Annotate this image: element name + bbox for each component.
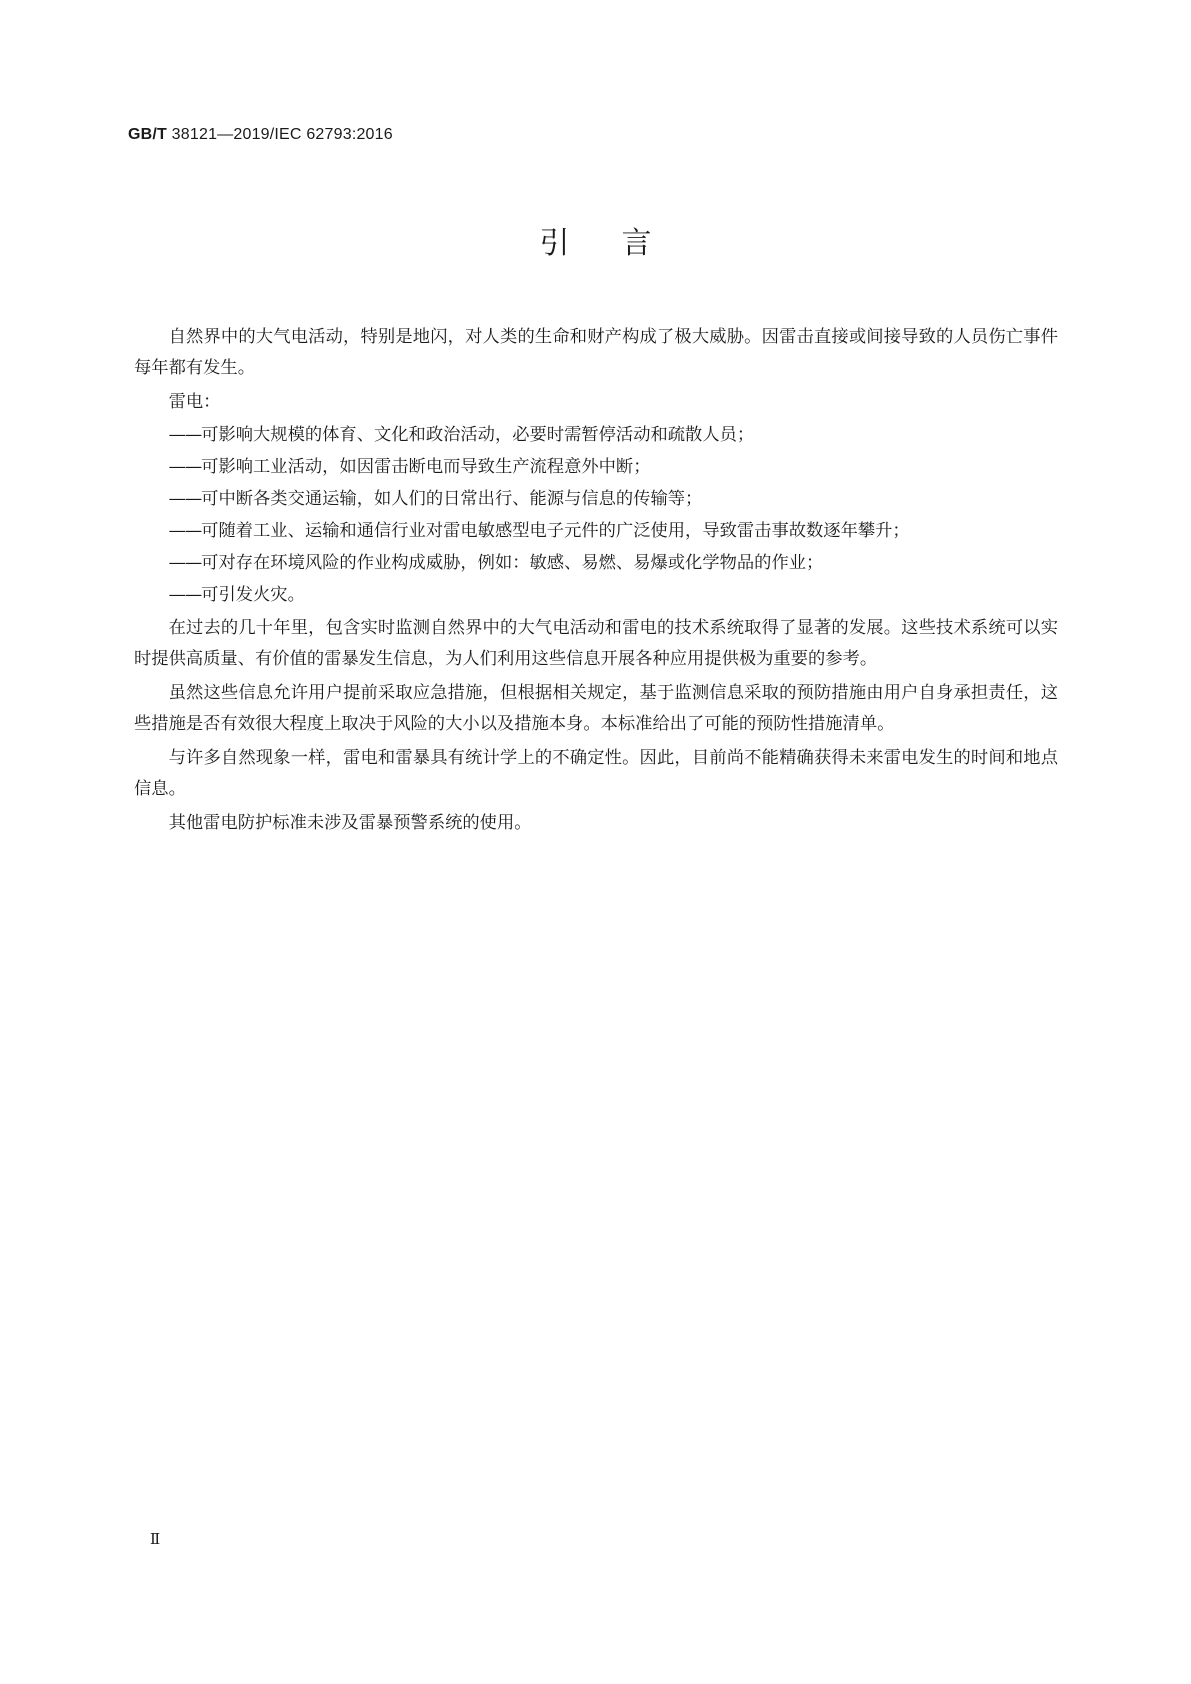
- list-item: [134, 452, 1058, 483]
- list-item: [134, 420, 1058, 451]
- list-item-text: 可影响工业活动，如因雷击断电而导致生产流程意外中断；: [201, 457, 651, 477]
- list-dash: ——: [168, 457, 202, 477]
- list-dash: ——: [168, 585, 202, 605]
- standard-code-prefix: GB/T: [128, 126, 168, 143]
- paragraph-other-standards: 其他雷电防护标准未涉及雷暴预警系统的使用。: [168, 813, 532, 833]
- list-item: [134, 484, 1058, 515]
- list-dash: ——: [168, 521, 202, 541]
- list-intro: 雷电：: [168, 392, 221, 412]
- list-item-text: 可引发火灾。: [201, 585, 305, 605]
- list-item: [134, 548, 1058, 579]
- list-dash: ——: [168, 425, 202, 445]
- list-dash: ——: [168, 489, 202, 509]
- paragraph-uncertainty: 与许多自然现象一样，雷电和雷暴具有统计学上的不确定性。因此，目前尚不能精确获得未来雷电发生的时间和地点信息。: [134, 748, 1058, 799]
- list-item-text: 可随着工业、运输和通信行业对雷电敏感型电子元件的广泛使用，导致雷击事故数逐年攀升；: [201, 521, 910, 541]
- standard-code-header: [128, 126, 393, 144]
- standard-code-number: 38121—2019/IEC 62793:2016: [167, 126, 393, 143]
- page-number: Ⅱ: [150, 1530, 161, 1548]
- paragraph-monitoring-systems: 在过去的几十年里，包含实时监测自然界中的大气电活动和雷电的技术系统取得了显著的发展。这些技术系统可以实时提供高质量、有价值的雷暴发生信息，为人们利用这些信息开展各种应用提供极为重要的参考。: [134, 618, 1058, 669]
- list-item: [134, 516, 1058, 547]
- list-dash: ——: [168, 553, 202, 573]
- list-item: [134, 580, 1058, 611]
- paragraph-intro: 自然界中的大气电活动，特别是地闪，对人类的生命和财产构成了极大威胁。因雷击直接或间接导致的人员伤亡事件每年都有发生。: [134, 327, 1058, 378]
- list-item-text: 可对存在环境风险的作业构成威胁，例如：敏感、易燃、易爆或化学物品的作业；: [201, 553, 824, 573]
- document-body: [134, 322, 1058, 839]
- list-item-text: 可中断各类交通运输，如人们的日常出行、能源与信息的传输等；: [201, 489, 703, 509]
- lightning-impact-list: [134, 420, 1058, 611]
- list-item-text: 可影响大规模的体育、文化和政治活动，必要时需暂停活动和疏散人员；: [201, 425, 755, 445]
- page-title: 引言: [539, 226, 704, 261]
- paragraph-preventive-measures: 虽然这些信息允许用户提前采取应急措施，但根据相关规定，基于监测信息采取的预防措施由用户自身承担责任，这些措施是否有效很大程度上取决于风险的大小以及措施本身。本标准给出了可能的预防性措施清单。: [134, 683, 1058, 734]
